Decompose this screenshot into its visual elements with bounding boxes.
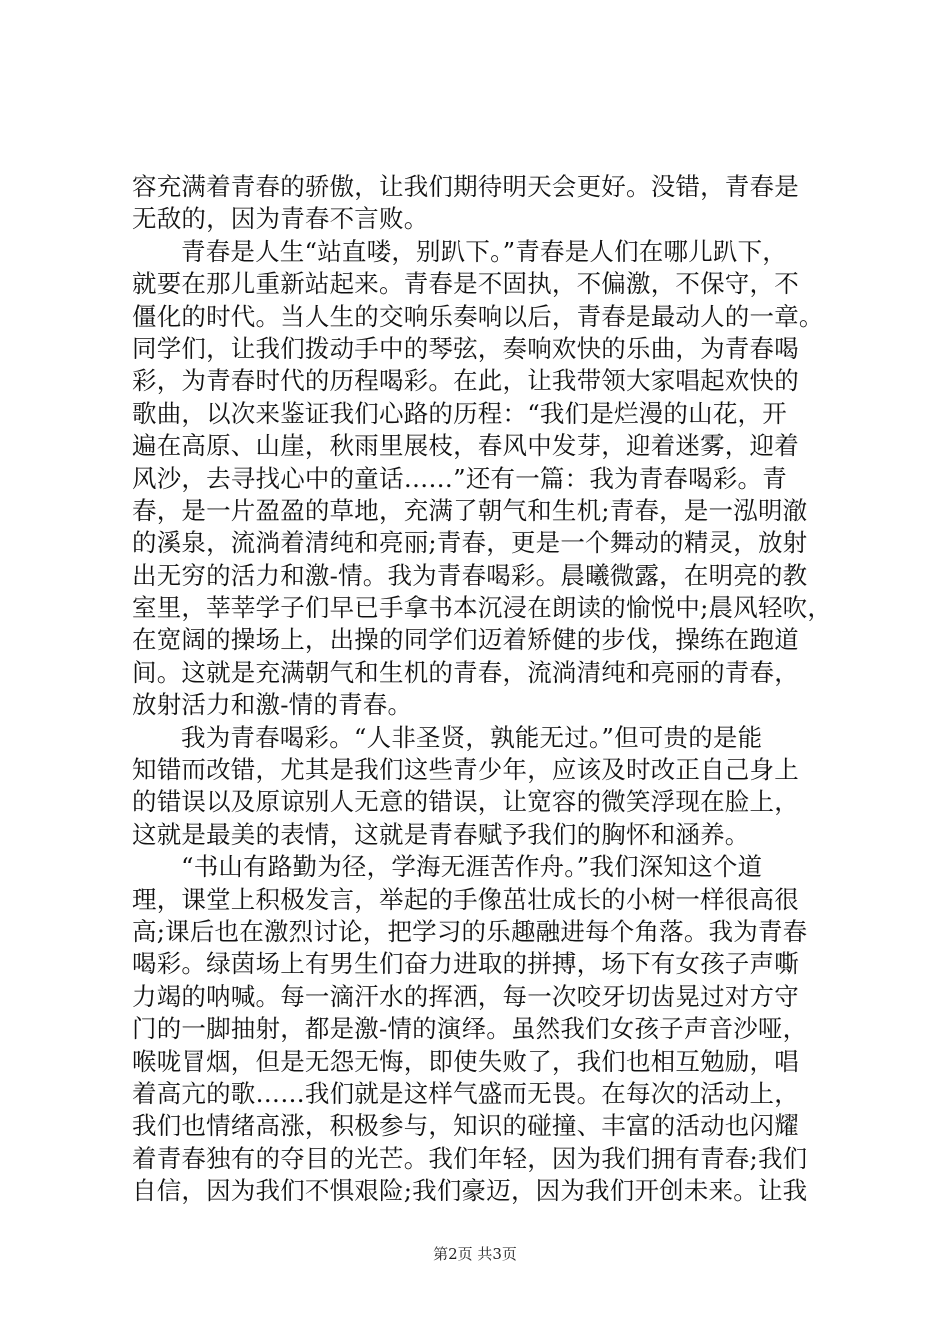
- text-line: 我们也情绪高涨，积极参与，知识的碰撞、丰富的活动也闪耀: [132, 1111, 799, 1141]
- text-line: 着高亢的歌……我们就是这样气盛而无畏。在每次的活动上，: [132, 1078, 799, 1108]
- text-line: 间。这就是充满朝气和生机的青春，流淌清纯和亮丽的青春，: [132, 657, 799, 687]
- text-line: 着青春独有的夺目的光芒。我们年轻，因为我们拥有青春;我们: [132, 1143, 808, 1173]
- text-line: 僵化的时代。当人生的交响乐奏响以后，青春是最动人的一章。: [132, 301, 824, 331]
- text-line: 门的一脚抽射，都是激-情的演绎。虽然我们女孩子声音沙哑，: [132, 1014, 808, 1044]
- text-line: 同学们，让我们拨动手中的琴弦，奏响欢快的乐曲，为青春喝: [132, 333, 799, 363]
- text-line: 遍在高原、山崖，秋雨里展枝，春风中发芽，迎着迷雾，迎着: [132, 431, 799, 461]
- text-line: 彩，为青春时代的历程喝彩。在此，让我带领大家唱起欢快的: [132, 366, 799, 396]
- text-line: 在宽阔的操场上，出操的同学们迈着矫健的步伐，操练在跑道: [132, 625, 799, 655]
- text-line: 风沙，去寻找心中的童话……”还有一篇：我为青春喝彩。青: [132, 463, 787, 493]
- text-line: 室里，莘莘学子们早已手拿书本沉浸在朗读的愉悦中;晨风轻吹，: [132, 593, 833, 623]
- text-line: 知错而改错，尤其是我们这些青少年，应该及时改正自己身上: [132, 755, 799, 785]
- text-line: 理，课堂上积极发言，举起的手像茁壮成长的小树一样很高很: [132, 884, 799, 914]
- text-line: 的错误以及原谅别人无意的错误，让宽容的微笑浮现在脸上，: [132, 787, 799, 817]
- paragraph-start-line: 我为青春喝彩。“人非圣贤，孰能无过。”但可贵的是能: [181, 722, 763, 752]
- text-line: 出无穷的活力和激-情。我为青春喝彩。晨曦微露，在明亮的教: [132, 560, 808, 590]
- text-line: 歌曲，以次来鉴证我们心路的历程：“我们是烂漫的山花，开: [132, 398, 787, 428]
- text-line: 力竭的呐喊。每一滴汗水的挥洒，每一次咬牙切齿晃过对方守: [132, 981, 799, 1011]
- document-body: [132, 171, 832, 1208]
- paragraph-start-line: 青春是人生“站直喽，别趴下。”青春是人们在哪儿趴下，: [181, 236, 787, 266]
- text-line: 无敌的，因为青春不言败。: [132, 204, 429, 234]
- text-line: 就要在那儿重新站起来。青春是不固执，不偏激，不保守，不: [132, 269, 799, 299]
- text-line: 喉咙冒烟，但是无怨无悔，即使失败了，我们也相互勉励，唱: [132, 1046, 799, 1076]
- page-number-footer: 第2页 共3页: [433, 1245, 517, 1263]
- text-line: 高;课后也在激烈讨论，把学习的乐趣融进每个角落。我为青春: [132, 916, 808, 946]
- paragraph-start-line: “书山有路勤为径，学海无涯苦作舟。”我们深知这个道: [181, 852, 763, 882]
- text-line: 的溪泉，流淌着清纯和亮丽;青春，更是一个舞动的精灵，放射: [132, 528, 808, 558]
- text-line: 春，是一片盈盈的草地，充满了朝气和生机;青春，是一泓明澈: [132, 495, 808, 525]
- text-line: 自信，因为我们不惧艰险;我们豪迈，因为我们开创未来。让我: [132, 1176, 808, 1206]
- text-line: 这就是最美的表情，这就是青春赋予我们的胸怀和涵养。: [132, 819, 750, 849]
- text-line: 放射活力和激-情的青春。: [132, 690, 413, 720]
- text-line: 容充满着青春的骄傲，让我们期待明天会更好。没错，青春是: [132, 172, 799, 201]
- text-line: 喝彩。绿茵场上有男生们奋力进取的拼搏，场下有女孩子声嘶: [132, 949, 799, 979]
